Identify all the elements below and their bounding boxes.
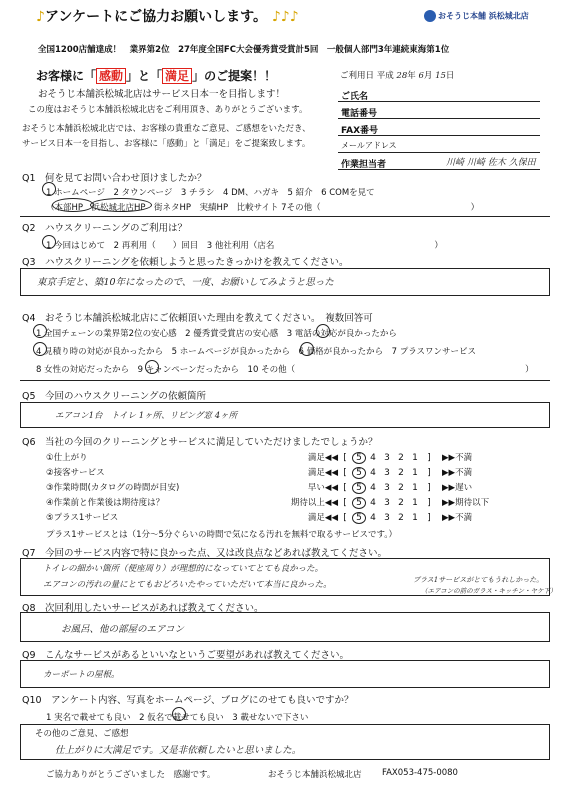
q1-honbu-circle (52, 198, 94, 212)
q6-scale-right: ▶▶期待以下 (442, 498, 490, 508)
q7-answer-line-1: トイレの細かい箇所（便座周り）が理想的になっていてとても良かった。 (43, 564, 324, 574)
q1-title: Q1 何を見てお問い合わせ頂けましたか？ (22, 173, 207, 184)
kando-word: 感動 (96, 68, 126, 84)
q6-item-label: ③作業時間(カタログの時間が目安) (46, 483, 180, 493)
q5-title: Q5 今回のハウスクリーニングの依頼箇所 (22, 391, 207, 402)
q3-title: Q3 ハウスクリーニングを依頼しようと思ったきっかけを教えてください。 (22, 257, 349, 268)
q10-options[interactable]: 1 実名で載せても良い 2 仮名で載せても良い 3 載せないで下さい (46, 713, 309, 723)
q10-answer-circle (172, 707, 186, 721)
q7-answer-line-2: エアコンの汚れの量にとてもおどろいたやっていただいて本当に良かった。 (43, 580, 332, 590)
q4-circle-3 (316, 324, 330, 338)
intro-line-1: おそうじ本舗浜松城北店はサービス日本一を目指します！ (38, 89, 286, 100)
q4-circle-9 (145, 360, 159, 374)
q6-item-label: ②接客サービス (46, 468, 105, 478)
q10-other-answer: 仕上がりに大満足です。又是非依頼したいと思いました。 (55, 745, 302, 756)
q9-title: Q9 こんなサービスがあるといいなというご要望があれば教えてください。 (22, 650, 350, 661)
q4-circle-4 (33, 342, 47, 356)
q6-scale-value[interactable]: 5 (352, 497, 366, 509)
q4-row-3[interactable]: 8 女性の対応だったから 9 キャンペーンだったから 10 その他（ ） (36, 365, 534, 375)
q6-item-label: ⑤プラス1サービス (46, 513, 119, 523)
q6-rating-row (46, 496, 489, 509)
q6-scale-value[interactable]: 1 (412, 468, 418, 478)
q6-scale-value[interactable]: 4 (370, 453, 376, 463)
q6-scale-value[interactable]: 3 (384, 483, 390, 493)
q10-other-box[interactable] (20, 724, 550, 760)
q6-scale-value[interactable]: 3 (384, 453, 390, 463)
q6-scale-value[interactable]: [ (343, 483, 347, 493)
q6-scale-value[interactable]: 2 (398, 513, 404, 523)
q6-scale-left: 満足◀◀ (307, 513, 338, 523)
q6-scale-value[interactable]: 1 (412, 453, 418, 463)
q6-scale-value[interactable]: 4 (370, 483, 376, 493)
q6-rating-row (46, 511, 472, 524)
q8-title: Q8 次回利用したいサービスがあれば教えてください。 (22, 603, 264, 614)
q6-scale-value[interactable]: ] (427, 468, 431, 478)
customer-info-box (338, 85, 540, 170)
q6-scale-left: 期待以上◀◀ (290, 498, 338, 508)
q4-row-2[interactable]: 4 見積り時の対応が良かったから 5 ホームページが良かったから 6 価格が良かったから 7 プラスワンサービス (36, 347, 477, 357)
usage-month: 6 (418, 71, 424, 81)
q5-answer-box[interactable] (20, 402, 550, 428)
q6-scale-value[interactable]: 1 (412, 483, 418, 493)
q6-scale-value[interactable]: 5 (352, 452, 366, 464)
q6-scale-value[interactable]: ] (427, 513, 431, 523)
page-title: ♪アンケートにご協力お願いします。 ♪♪♪ (36, 9, 299, 25)
intro-line-3: おそうじ本舗浜松城北店では、お客様の貴重なご意見、ご感想をいただき、 (22, 124, 311, 134)
q6-scale-value[interactable]: [ (343, 498, 347, 508)
q6-scale-left: 満足◀◀ (307, 468, 338, 478)
usage-year: 28 (396, 71, 408, 81)
q6-scale-right: ▶▶不満 (442, 513, 473, 523)
q4-circle-6 (300, 342, 314, 356)
brand-logo: おそうじ本舗 浜松城北店 (424, 10, 529, 22)
name-field[interactable]: ご氏名 (338, 85, 540, 102)
q6-scale-value[interactable]: [ (343, 513, 347, 523)
q4-title: Q4 おそうじ本舗浜松城北店にご依頼頂いた理由を教えてください。 複数回答可 (22, 313, 373, 324)
q6-scale-value[interactable]: 4 (370, 468, 376, 478)
q6-scale-value[interactable]: ] (427, 453, 431, 463)
q6-item-label: ④作業前と作業後は期待度は？ (46, 498, 165, 508)
footer-shop: おそうじ本舗浜松城北店 (268, 770, 362, 780)
phone-field[interactable]: 電話番号 (338, 102, 540, 119)
usage-date: ご利用日 平成 28年 6月 15日 (340, 71, 455, 81)
q1-sub-options[interactable]: （本部HP 浜松城北店HP 街ネタHP 実績HP 比較サイト 7その他（ ） (46, 203, 480, 213)
q7-answer-box[interactable] (20, 558, 557, 596)
brand-logo-icon (424, 10, 436, 22)
q6-scale-value[interactable]: 1 (412, 498, 418, 508)
q6-scale-value[interactable]: 4 (370, 498, 376, 508)
q6-scale-left: 満足◀◀ (307, 453, 338, 463)
q6-scale-value[interactable]: ] (427, 498, 431, 508)
q6-scale-value[interactable]: [ (343, 453, 347, 463)
q6-scale-value[interactable]: 2 (398, 453, 404, 463)
q6-scale-right: ▶▶遅い (442, 483, 473, 493)
music-note-icon: ♪ (36, 9, 45, 25)
q9-answer: カーポートの屋根。 (43, 670, 120, 680)
q8-answer: お風呂、他の部屋のエアコン (61, 624, 185, 635)
mail-field[interactable]: メールアドレス (338, 136, 540, 153)
q6-scale-value[interactable]: 2 (398, 498, 404, 508)
usage-day: 15 (435, 71, 446, 81)
q6-scale-value[interactable]: 4 (370, 513, 376, 523)
q6-scale-left: 早い◀◀ (307, 483, 338, 493)
q6-scale-right: ▶▶不満 (442, 453, 473, 463)
q6-scale-value[interactable]: 5 (352, 467, 366, 479)
staff-field[interactable]: 作業担当者 川崎 川崎 佐木 久保田 (338, 153, 540, 170)
q6-rating-row (46, 481, 472, 494)
proposal-heading: お客様に「 感動 」と「 満足 」のご提案！！ (36, 69, 277, 83)
q6-scale-value[interactable]: 3 (384, 513, 390, 523)
q6-scale-right: ▶▶不満 (442, 468, 473, 478)
q6-title: Q6 当社の今回のクリーニングとサービスに満足していただけましたでしょうか？ (22, 437, 378, 448)
q4-circle-1 (33, 324, 47, 338)
q2-answer-circle (42, 235, 56, 249)
q3-answer: 東京手定と、築10年になったので、一度、お願いしてみようと思った (37, 277, 334, 288)
intro-line-2: この度はおそうじ本舗浜松城北店をご利用頂き、ありがとうございます。 (28, 105, 308, 115)
q2-options[interactable]: 1 今回はじめて 2 再利用（ ）回目 3 他社利用（店名 ） (46, 241, 443, 251)
staff-value: 川崎 川崎 佐木 久保田 (446, 158, 536, 168)
q6-scale-value[interactable]: 3 (384, 498, 390, 508)
fax-field[interactable]: FAX番号 (338, 119, 540, 136)
q10-other-label: その他のご意見、ご感想 (35, 729, 129, 739)
q1-answer-circle (42, 182, 56, 196)
intro-line-4: サービス日本一を目指し、お客様に「感動」と「満足」をご提案致します。 (22, 139, 311, 149)
q6-scale-value[interactable]: 5 (352, 512, 366, 524)
q9-answer-box[interactable] (20, 660, 550, 688)
q8-answer-box[interactable] (20, 612, 550, 642)
q1-shop-circle (90, 198, 152, 212)
q6-scale-value[interactable]: 5 (352, 482, 366, 494)
q6-scale-value[interactable]: [ (343, 468, 347, 478)
q7-title: Q7 今回のサービス内容で特に良かった点、又は改良点などあれば教えてください。 (22, 548, 388, 559)
q6-scale-value[interactable]: ] (427, 483, 431, 493)
q1-options[interactable]: 1 ホームページ 2 タウンページ 3 チラシ 4 DM、ハガキ 5 紹介 6 COMを見て (46, 188, 375, 198)
music-notes-icon: ♪♪♪ (271, 9, 299, 25)
q7-side-note-2: （エアコンの前のガラス・キッチン・ヤケ下） (421, 587, 557, 595)
q2-title: Q2 ハウスクリーニングのご利用は？ (22, 223, 188, 234)
q3-answer-box[interactable] (20, 268, 550, 296)
manzoku-word: 満足 (162, 68, 192, 84)
q6-scale-value[interactable]: 3 (384, 468, 390, 478)
footer-fax: FAX053-475-0080 (382, 768, 458, 778)
q7-side-note-1: プラス1サービスがとてもうれしかった。 (413, 576, 544, 584)
q5-answer: エアコン1台 トイレ 1ヶ所、リビング窓 4ヶ所 (55, 411, 238, 421)
q6-scale-value[interactable]: 1 (412, 513, 418, 523)
q6-scale-value[interactable]: 2 (398, 483, 404, 493)
q6-rating-row (46, 451, 472, 464)
q4-row-1[interactable]: 1 全国チェーンの業界第2位の安心感 2 優秀賞受賞店の安心感 3 電話の対応が良かったから (36, 329, 397, 339)
q10-title: Q10 アンケート内容、写真をホームページ、ブログにのせても良いですか？ (22, 695, 354, 706)
achievements-text: 全国1200店舗達成！ 業界第2位 27年度全国FC大会優秀賞受賞計5回 一般個人部門3年連続東海第1位 (38, 45, 450, 55)
footer-thanks: ご協力ありがとうございました 感謝です。 (46, 770, 216, 780)
q6-rating-row (46, 466, 472, 479)
q6-note: プラス1サービスとは（1分〜5分ぐらいの時間で気になる汚れを無料で取るサービスです。） (46, 530, 398, 540)
q6-scale-value[interactable]: 2 (398, 468, 404, 478)
q6-item-label: ①仕上がり (46, 453, 88, 463)
